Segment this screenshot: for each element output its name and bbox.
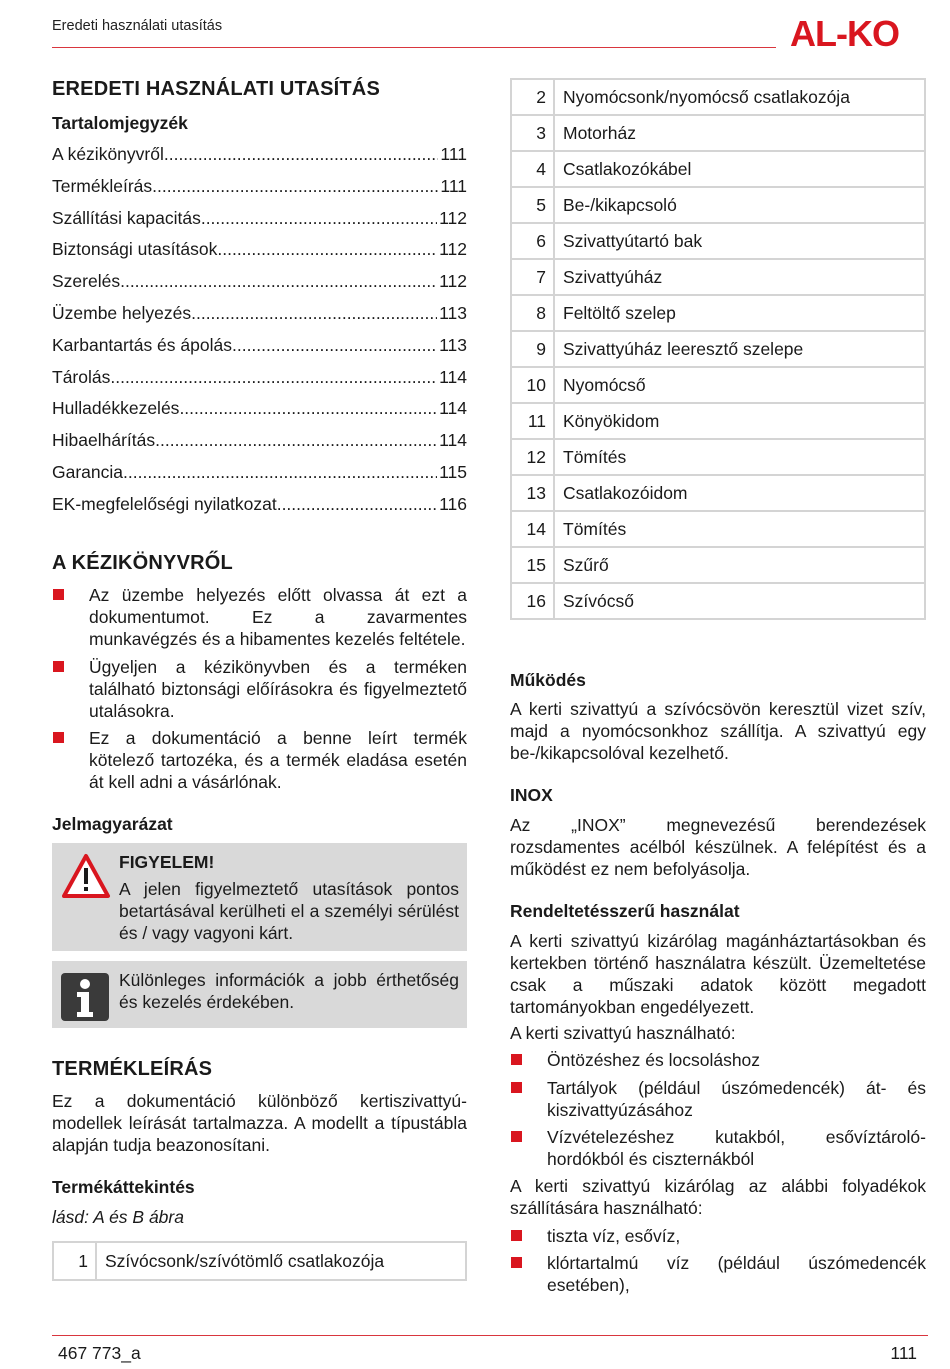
toc-entry-page: 111 (440, 175, 467, 196)
inox-title: INOX (510, 785, 553, 805)
part-name: Csatlakozóidom (554, 475, 925, 511)
part-name: Szivattyútartó bak (554, 223, 925, 259)
overview-title: Termékáttekintés (52, 1177, 195, 1197)
part-name: Nyomócső (554, 367, 925, 403)
toc-entry[interactable] (52, 430, 467, 454)
toc-title: Tartalomjegyzék (52, 113, 188, 133)
part-name: Szivattyúház (554, 259, 925, 295)
part-number: 2 (511, 79, 554, 115)
liquid-bullet: tiszta víz, esővíz, (547, 1225, 926, 1247)
table-row (511, 475, 925, 511)
bullet-square-icon (53, 661, 64, 672)
toc-entry-page: 114 (439, 398, 467, 419)
toc-leader-dots (179, 398, 437, 419)
use-bullet: Öntözéshez és locsoláshoz (547, 1049, 926, 1071)
toc-entry-label: Hulladékkezelés (52, 398, 180, 419)
bullet-square-icon (511, 1054, 522, 1065)
part-number: 14 (511, 511, 554, 547)
toc-entry[interactable] (52, 176, 467, 200)
overview-reference: lásd: A és B ábra (52, 1207, 184, 1227)
toc-entry-label: Karbantartás és ápolás (52, 334, 232, 355)
main-title: EREDETI HASZNÁLATI UTASÍTÁS (52, 78, 380, 100)
part-name: Szívócső (554, 583, 925, 619)
about-bullet: Ez a dokumentáció a benne leírt termék kötelező tartozéka, és a termék eladása esetén át kell adni a vásárlónak. (89, 727, 467, 793)
table-row (511, 367, 925, 403)
part-number: 11 (511, 403, 554, 439)
toc-leader-dots (191, 303, 437, 324)
toc-entry-page: 112 (439, 271, 467, 292)
part-name: Tömítés (554, 439, 925, 475)
table-row (511, 223, 925, 259)
info-icon (61, 973, 109, 1021)
header-title: Eredeti használati utasítás (52, 18, 223, 34)
toc-leader-dots (155, 430, 437, 451)
part-number: 13 (511, 475, 554, 511)
table-row (511, 439, 925, 475)
table-row (511, 259, 925, 295)
part-number: 7 (511, 259, 554, 295)
info-box (52, 961, 467, 1028)
toc-entry-label: Garancia (52, 462, 124, 482)
bullet-square-icon (511, 1230, 522, 1241)
part-number: 10 (511, 367, 554, 403)
part-number: 6 (511, 223, 554, 259)
bullet-square-icon (53, 732, 64, 743)
use-bullet: Tartályok (például úszómedencék) át- és kiszivattyúzásához (547, 1077, 926, 1121)
legend-title: Jelmagyarázat (52, 814, 173, 834)
toc-entry-page: 113 (439, 303, 467, 323)
toc-leader-dots (217, 239, 437, 260)
table-row (511, 151, 925, 187)
toc-leader-dots (152, 176, 438, 197)
toc-entry-label: Üzembe helyezés (52, 303, 192, 323)
liquids-text: A kerti szivattyú kizárólag az alábbi folyadékok szállítására használható: (510, 1176, 926, 1218)
liquid-bullet: klórtartalmú víz (például úszómedencék esetében), (547, 1252, 926, 1296)
toc-entry-page: 112 (439, 207, 467, 228)
part-number: 5 (511, 187, 554, 223)
toc-entry-page: 115 (439, 462, 467, 482)
warning-triangle-icon (61, 853, 111, 899)
use-title: Rendeltetésszerű használat (510, 901, 740, 921)
about-bullet: Az üzembe helyezés előtt olvassa át ezt a dokumentumot. Ez a zavarmentes munkavégzés és a hibamentes kezelés feltétele. (89, 584, 467, 650)
toc-entry[interactable] (52, 239, 467, 263)
footer-divider (52, 1335, 928, 1336)
function-title: Működés (510, 670, 586, 690)
part-number: 4 (511, 151, 554, 187)
alko-logo (788, 14, 928, 50)
table-row (53, 1242, 466, 1280)
toc-entry[interactable] (52, 303, 467, 327)
about-bullet: Ügyeljen a kézikönyvben és a terméken található biztonsági előírásokra és figyelmeztető utalásokra. (89, 656, 467, 722)
part-number: 8 (511, 295, 554, 331)
table-row (511, 331, 925, 367)
toc-entry[interactable] (52, 335, 467, 359)
toc-entry-label: EK-megfelelőségi nyilatkozat (52, 493, 277, 514)
toc-leader-dots (277, 494, 437, 515)
part-name: Feltöltő szelep (554, 295, 925, 331)
part-name: Szivattyúház leeresztő szelepe (554, 331, 925, 367)
use-text-2: A kerti szivattyú használható: (510, 1023, 736, 1043)
toc-entry-label: Biztonsági utasítások (52, 239, 218, 260)
table-row (511, 583, 925, 619)
part-name: Csatlakozókábel (554, 151, 925, 187)
toc-entry-label: Szállítási kapacitás (52, 207, 201, 228)
toc-entry-label: Hibaelhárítás (52, 430, 156, 451)
warning-box (52, 843, 467, 951)
parts-table-right (510, 78, 926, 620)
toc-entry[interactable] (52, 494, 467, 518)
part-name: Be-/kikapcsoló (554, 187, 925, 223)
part-name: Szűrő (554, 547, 925, 583)
part-name: Könyökidom (554, 403, 925, 439)
table-row (511, 547, 925, 583)
toc-entry-label: Termékleírás (52, 175, 153, 196)
toc-entry-label: Szerelés (52, 271, 121, 292)
bullet-square-icon (511, 1257, 522, 1268)
part-name: Nyomócsonk/nyomócső csatlakozója (554, 79, 925, 115)
part-name: Motorház (554, 115, 925, 151)
about-section-title: A KÉZIKÖNYVRŐL (52, 552, 233, 574)
toc-entry-label: A kézikönyvről (52, 144, 164, 164)
part-name: Tömítés (554, 511, 925, 547)
logo-text: AL-KO (790, 14, 899, 50)
part-number: 1 (53, 1242, 96, 1280)
toc-leader-dots (120, 271, 437, 292)
toc-entry[interactable] (52, 367, 467, 391)
part-name: Szívócsonk/szívótömlő csatlakozója (96, 1242, 466, 1280)
bullet-square-icon (53, 589, 64, 600)
bullet-square-icon (511, 1131, 522, 1142)
toc-entry[interactable] (52, 144, 467, 168)
toc-entry[interactable] (52, 208, 467, 232)
info-text: Különleges információk a jobb érthetőség és kezelés érdekében. (119, 970, 459, 1012)
table-row (511, 115, 925, 151)
table-row (511, 511, 925, 547)
toc-leader-dots (164, 144, 439, 165)
table-row (511, 295, 925, 331)
header-divider (52, 47, 776, 48)
bullet-square-icon (511, 1082, 522, 1093)
toc-entry-page: 114 (439, 366, 467, 387)
toc-entry[interactable] (52, 462, 467, 486)
part-number: 15 (511, 547, 554, 583)
warning-text: A jelen figyelmeztető utasítások pontos betartásával kerülheti el a személyi sérülést és / vagy vagyoni kárt. (119, 879, 459, 943)
part-number: 16 (511, 583, 554, 619)
product-section-title: TERMÉKLEÍRÁS (52, 1058, 213, 1080)
part-number: 9 (511, 331, 554, 367)
use-text: A kerti szivattyú kizárólag magánháztartásokban és kertekben történő használatra készült. Üzemeltetése csak a műszaki adatok között megadott tartományokban engedélyezett. (510, 931, 926, 1017)
toc-leader-dots (232, 335, 437, 356)
toc-entry-page: 113 (439, 334, 467, 355)
warning-title: FIGYELEM! (119, 852, 215, 872)
toc-entry-page: 112 (439, 239, 467, 260)
toc-entry-page: 114 (439, 430, 467, 451)
part-number: 12 (511, 439, 554, 475)
page-number: 111 (890, 1343, 917, 1363)
table-row (511, 187, 925, 223)
toc-entry[interactable] (52, 271, 467, 295)
table-row (511, 79, 925, 115)
toc-entry-page: 111 (440, 144, 467, 164)
toc-leader-dots (110, 367, 437, 388)
inox-text: Az „INOX” megnevezésű berendezések rozsdamentes acélból készülnek. A felépítést és a működést ez nem befolyásolja. (510, 815, 926, 879)
function-text: A kerti szivattyú a szívócsövön keresztül vizet szív, majd a nyomócsonkhoz szállítja. A szivattyú egy be-/kikapcsolóval kezelhető. (510, 699, 926, 763)
use-bullet: Vízvételezéshez kutakból, esővíztároló-hordókból és ciszternákból (547, 1126, 926, 1170)
part-number: 3 (511, 115, 554, 151)
toc-leader-dots (201, 208, 437, 229)
toc-leader-dots (123, 462, 437, 483)
parts-table-left (52, 1241, 467, 1281)
toc-entry[interactable] (52, 398, 467, 422)
toc-entry-label: Tárolás (52, 366, 111, 387)
document-number: 467 773_a (58, 1343, 141, 1363)
table-row (511, 403, 925, 439)
product-text: Ez a dokumentáció különböző kertiszivattyú-modellek leírását tartalmazza. A modellt a típustábla alapján tudja beazonosítani. (52, 1091, 467, 1155)
toc-entry-page: 116 (439, 493, 467, 514)
